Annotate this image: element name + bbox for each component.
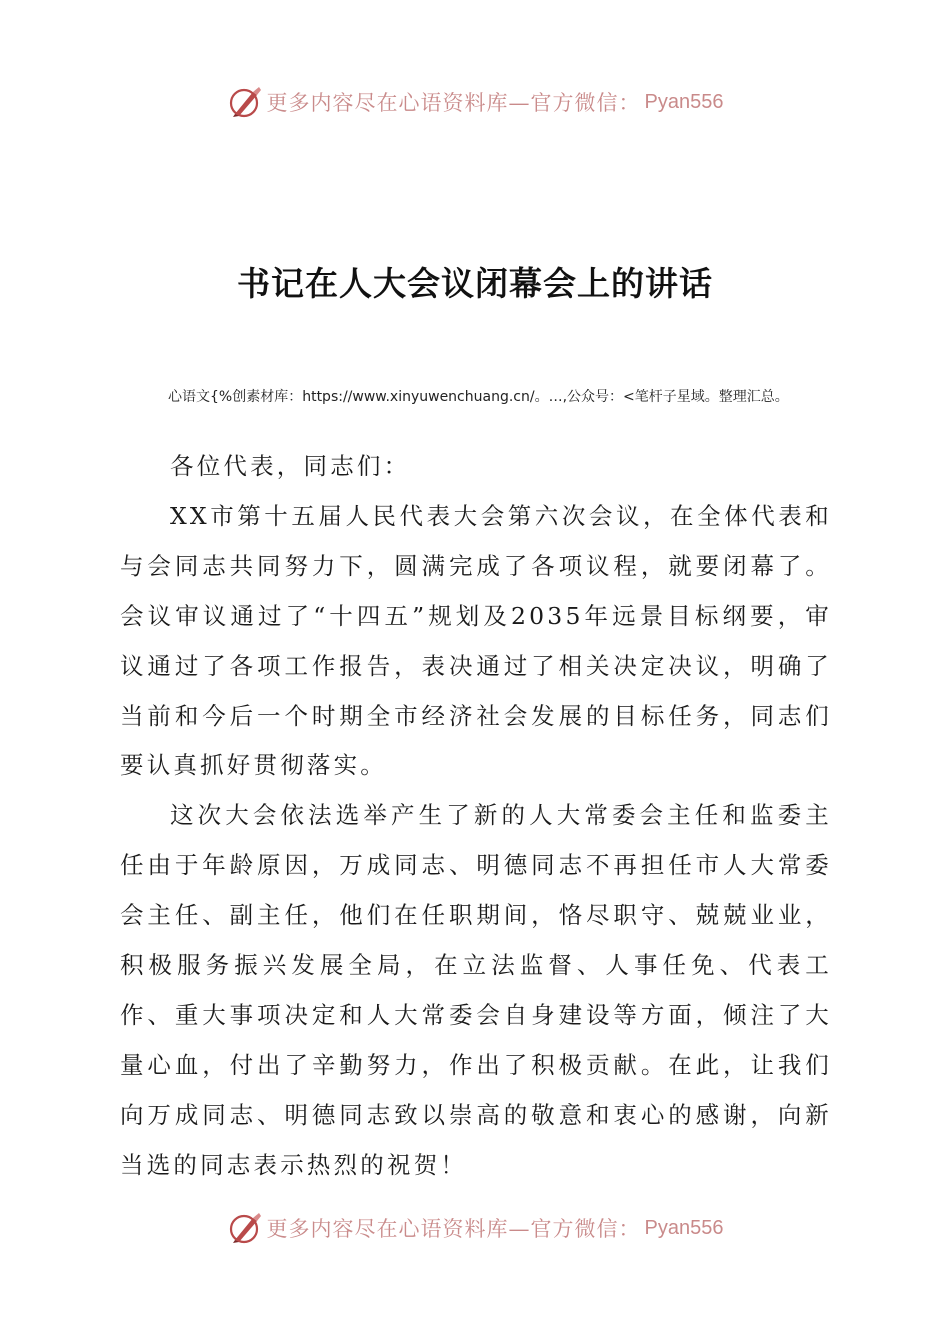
document-body — [120, 442, 832, 1191]
header-banner — [0, 82, 950, 122]
body-paragraph: XX市第十五届人民代表大会第六次会议，在全体代表和与会同志共同努力下，圆满完成了各项议程，就要闭幕了。会议审议通过了“十四五”规划及2035年远景目标纲要，审议通过了各项工作报告，表决通过了相关决定决议，明确了当前和今后一个时期全市经济社会发展的目标任务，同志们要认真抓好贯彻落实。 — [120, 501, 832, 780]
pen-logo-icon — [227, 1210, 263, 1246]
page-title: 书记在人大会议闭幕会上的讲话 — [237, 264, 713, 303]
header-banner-wechat: Pyan556 — [644, 90, 724, 113]
footer-banner-wechat: Pyan556 — [644, 1216, 724, 1239]
footer-banner-text: 更多内容尽在心语资料库—官方微信： — [266, 1217, 641, 1241]
salutation-paragraph: 各位代表，同志们： — [170, 452, 411, 480]
body-paragraph: 这次大会依法选举产生了新的人大常委会主任和监委主任由于年龄原因，万成同志、明德同志不再担任市人大常委会主任、副主任，他们在任职期间，恪尽职守、兢兢业业，积极服务振兴发展全局，在立法监督、人事任免、代表工作、重大事项决定和人大常委会自身建设等方面，倾注了大量心血，付出了辛勤努力，作出了积极贡献。在此，让我们向万成同志、明德同志致以崇高的敬意和衷心的感谢，向新当选的同志表示热烈的祝贺！ — [120, 801, 832, 1179]
footer-banner — [0, 1208, 950, 1248]
source-note: 心语文{%创素材库：https://www.xinyuwenchuang.cn/。…,公众号：<笔杆子星域。整理汇总。 — [168, 389, 789, 405]
pen-logo-icon — [227, 84, 263, 120]
header-banner-text: 更多内容尽在心语资料库—官方微信： — [266, 91, 641, 115]
